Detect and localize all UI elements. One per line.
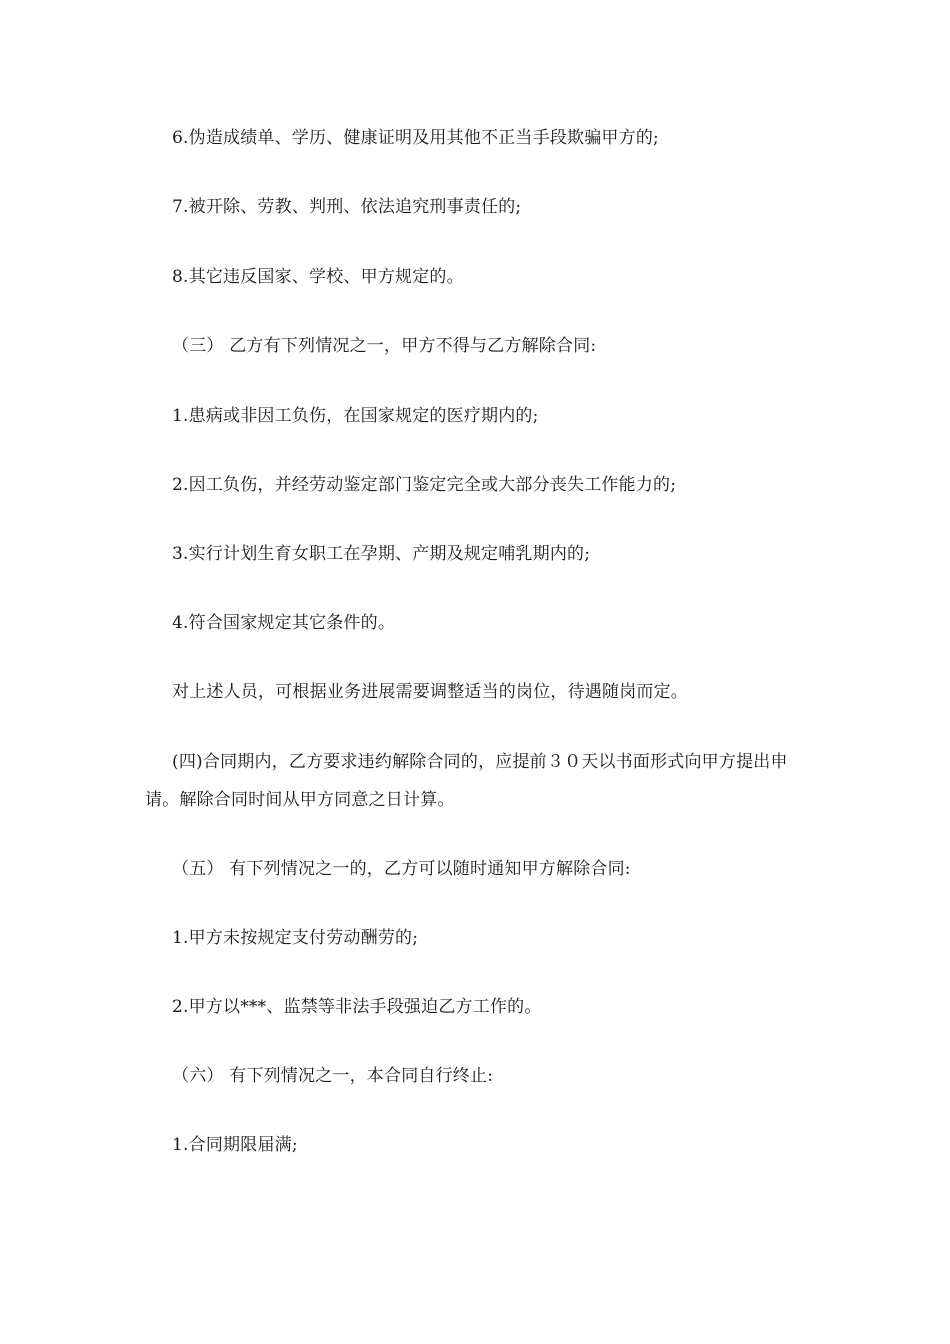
section-6-item-1: 1.合同期限届满;	[172, 1135, 298, 1155]
clause-6-forgery: 6.伪造成绩单、学历、健康证明及用其他不正当手段欺骗甲方的;	[172, 128, 659, 148]
section-6-heading: （六） 有下列情况之一，本合同自行终止:	[172, 1066, 494, 1086]
section-3-heading: （三） 乙方有下列情况之一，甲方不得与乙方解除合同:	[172, 336, 597, 356]
section-3-item-3: 3.实行计划生育女职工在孕期、产期及规定哺乳期内的;	[172, 544, 591, 564]
section-3-note: 对上述人员，可根据业务进展需要调整适当的岗位，待遇随岗而定。	[172, 682, 688, 702]
clause-7-dismissal: 7.被开除、劳教、判刑、依法追究刑事责任的;	[172, 197, 522, 217]
clause-8-other-violations: 8.其它违反国家、学校、甲方规定的。	[172, 267, 464, 287]
section-5-item-2: 2.甲方以***、监禁等非法手段强迫乙方工作的。	[172, 997, 542, 1017]
section-3-item-1: 1.患病或非因工负伤，在国家规定的医疗期内的;	[172, 406, 539, 426]
section-3-item-4: 4.符合国家规定其它条件的。	[172, 613, 396, 633]
section-4-paragraph: (四)合同期内，乙方要求违约解除合同的，应提前３０天以书面形式向甲方提出申请。解除合同时间从甲方同意之日计算。	[145, 752, 788, 810]
section-3-item-2: 2.因工负伤，并经劳动鉴定部门鉴定完全或大部分丧失工作能力的;	[172, 475, 677, 495]
section-5-heading: （五） 有下列情况之一的，乙方可以随时通知甲方解除合同:	[172, 859, 631, 879]
section-5-item-1: 1.甲方未按规定支付劳动酬劳的;	[172, 928, 419, 948]
